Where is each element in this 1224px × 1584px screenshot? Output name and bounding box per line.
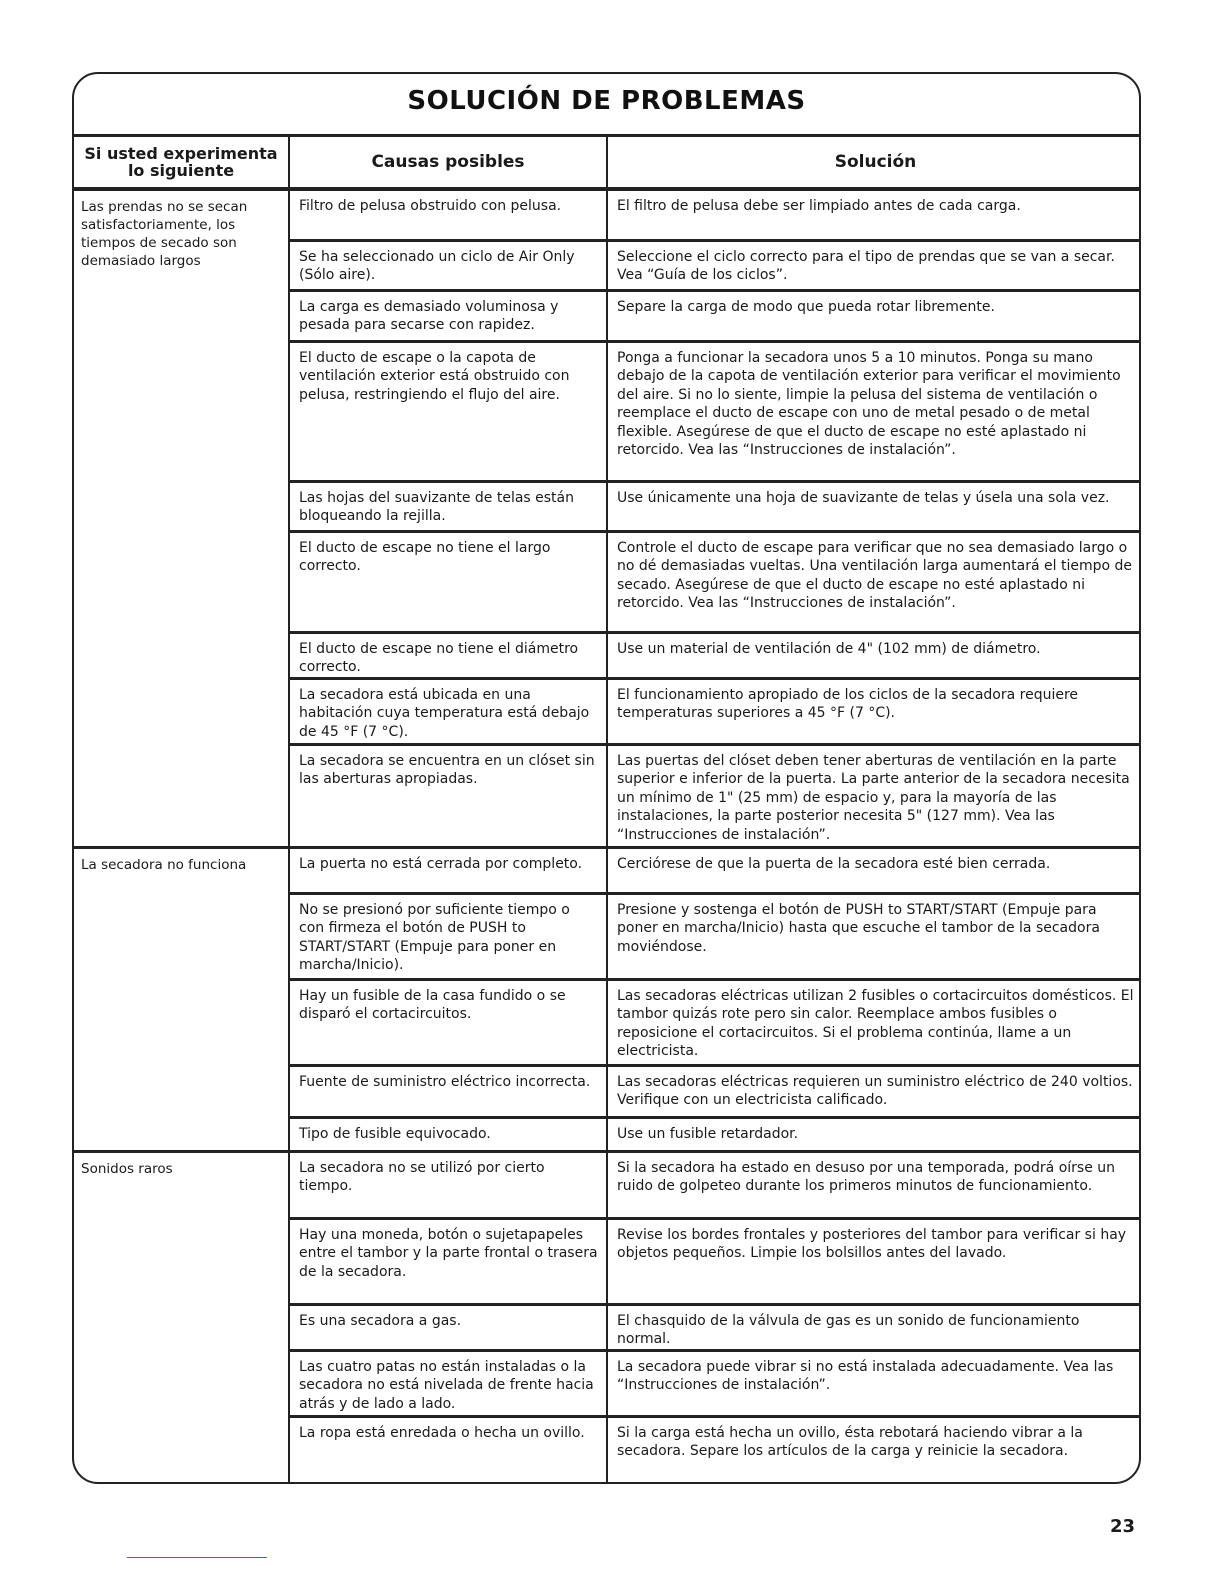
cause-cell: Filtro de pelusa obstruido con pelusa. — [289, 189, 607, 240]
solution-cell: El filtro de pelusa debe ser limpiado antes de cada carga. — [607, 189, 1141, 240]
troubleshooting-panel — [72, 72, 1141, 1484]
cause-cell: No se presionó por suficiente tiempo o con firmeza el botón de PUSH to START/START (Empuje para poner en marcha/Inicio). — [289, 893, 607, 979]
table-row — [73, 1151, 1141, 1218]
table-row — [73, 847, 1141, 893]
solution-cell: Use un material de ventilación de 4" (102 mm) de diámetro. — [607, 632, 1141, 678]
page-number: 23 — [1110, 1516, 1136, 1537]
cause-cell: Hay un fusible de la casa fundido o se disparó el cortacircuitos. — [289, 979, 607, 1065]
header-symptom: Si usted experimenta lo siguiente — [73, 136, 289, 190]
solution-cell: El funcionamiento apropiado de los ciclos de la secadora requiere temperaturas superiores a 45 °F (7 °C). — [607, 678, 1141, 744]
solution-cell: Las secadoras eléctricas requieren un suministro eléctrico de 240 voltios. Verifique con un electricista calificado. — [607, 1065, 1141, 1117]
solution-cell: Seleccione el ciclo correcto para el tipo de prendas que se van a secar. Vea “Guía de los ciclos”. — [607, 240, 1141, 290]
symptom-cell: La secadora no funciona — [73, 847, 289, 1151]
symptom-cell: Las prendas no se secan satisfactoriamente, los tiempos de secado son demasiado largos — [73, 189, 289, 847]
page-title: SOLUCIÓN DE PROBLEMAS — [407, 86, 806, 116]
solution-cell: La secadora puede vibrar si no está instalada adecuadamente. Vea las “Instrucciones de instalación”. — [607, 1350, 1141, 1416]
cause-cell: Fuente de suministro eléctrico incorrecta. — [289, 1065, 607, 1117]
cause-cell: Las cuatro patas no están instaladas o la secadora no está nivelada de frente hacia atrás y de lado a lado. — [289, 1350, 607, 1416]
cause-cell: La secadora se encuentra en un clóset sin las aberturas apropiadas. — [289, 744, 607, 847]
header-solution: Solución — [607, 136, 1141, 190]
cause-cell: La puerta no está cerrada por completo. — [289, 847, 607, 893]
troubleshooting-table — [72, 134, 1141, 1484]
table-header-row — [73, 136, 1141, 190]
solution-cell: Cerciórese de que la puerta de la secadora esté bien cerrada. — [607, 847, 1141, 893]
solution-cell: Separe la carga de modo que pueda rotar libremente. — [607, 290, 1141, 341]
cause-cell: Tipo de fusible equivocado. — [289, 1117, 607, 1151]
cause-cell: La carga es demasiado voluminosa y pesada para secarse con rapidez. — [289, 290, 607, 341]
solution-cell: Las secadoras eléctricas utilizan 2 fusibles o cortacircuitos domésticos. El tambor quizás rote pero sin calor. Reemplace ambos fusibles o reposicione el cortacircuitos. Si el problema continúa, llame a un electricista. — [607, 979, 1141, 1065]
cause-cell: El ducto de escape no tiene el largo correcto. — [289, 531, 607, 632]
solution-cell: El chasquido de la válvula de gas es un sonido de funcionamiento normal. — [607, 1304, 1141, 1350]
table-row — [73, 189, 1141, 240]
cause-cell: Las hojas del suavizante de telas están bloqueando la rejilla. — [289, 481, 607, 531]
solution-cell: Controle el ducto de escape para verificar que no sea demasiado largo o no dé demasiadas vueltas. Una ventilación larga aumentará el tiempo de secado. Asegúrese de que el ducto de escape no esté aplastado ni retorcido. Vea las “Instrucciones de instalación”. — [607, 531, 1141, 632]
cause-cell: Es una secadora a gas. — [289, 1304, 607, 1350]
header-causes: Causas posibles — [289, 136, 607, 190]
solution-cell: Si la carga está hecha un ovillo, ésta rebotará haciendo vibrar a la secadora. Separe los artículos de la carga y reinicie la secadora. — [607, 1416, 1141, 1484]
cause-cell: Hay una moneda, botón o sujetapapeles entre el tambor y la parte frontal o trasera de la secadora. — [289, 1218, 607, 1304]
footer-divider — [127, 1557, 267, 1558]
cause-cell: El ducto de escape o la capota de ventilación exterior está obstruido con pelusa, restringiendo el flujo del aire. — [289, 341, 607, 481]
cause-cell: La secadora está ubicada en una habitación cuya temperatura está debajo de 45 °F (7 °C). — [289, 678, 607, 744]
solution-cell: Las puertas del clóset deben tener aberturas de ventilación en la parte superior e inferior de la puerta. La parte anterior de la secadora necesita un mínimo de 1" (25 mm) de espacio y, para la mayoría de las instalaciones, la parte posterior necesita 5" (127 mm). Vea las “Instrucciones de instalación”. — [607, 744, 1141, 847]
solution-cell: Revise los bordes frontales y posteriores del tambor para verificar si hay objetos pequeños. Limpie los bolsillos antes del lavado. — [607, 1218, 1141, 1304]
cause-cell: Se ha seleccionado un ciclo de Air Only (Sólo aire). — [289, 240, 607, 290]
solution-cell: Use un fusible retardador. — [607, 1117, 1141, 1151]
cause-cell: El ducto de escape no tiene el diámetro correcto. — [289, 632, 607, 678]
solution-cell: Presione y sostenga el botón de PUSH to START/START (Empuje para poner en marcha/Inicio) hasta que escuche el tambor de la secadora moviéndose. — [607, 893, 1141, 979]
symptom-cell: Sonidos raros — [73, 1151, 289, 1484]
solution-cell: Use únicamente una hoja de suavizante de telas y úsela una sola vez. — [607, 481, 1141, 531]
cause-cell: La secadora no se utilizó por cierto tiempo. — [289, 1151, 607, 1218]
cause-cell: La ropa está enredada o hecha un ovillo. — [289, 1416, 607, 1484]
solution-cell: Ponga a funcionar la secadora unos 5 a 10 minutos. Ponga su mano debajo de la capota de ventilación exterior para verificar el movimiento del aire. Si no lo siente, limpie la pelusa del sistema de ventilación o reemplace el ducto de escape con uno de metal pesado o de metal flexible. Asegúrese de que el ducto de escape no esté aplastado ni retorcido. Vea las “Instrucciones de instalación”. — [607, 341, 1141, 481]
solution-cell: Si la secadora ha estado en desuso por una temporada, podrá oírse un ruido de golpeteo durante los primeros minutos de funcionamiento. — [607, 1151, 1141, 1218]
